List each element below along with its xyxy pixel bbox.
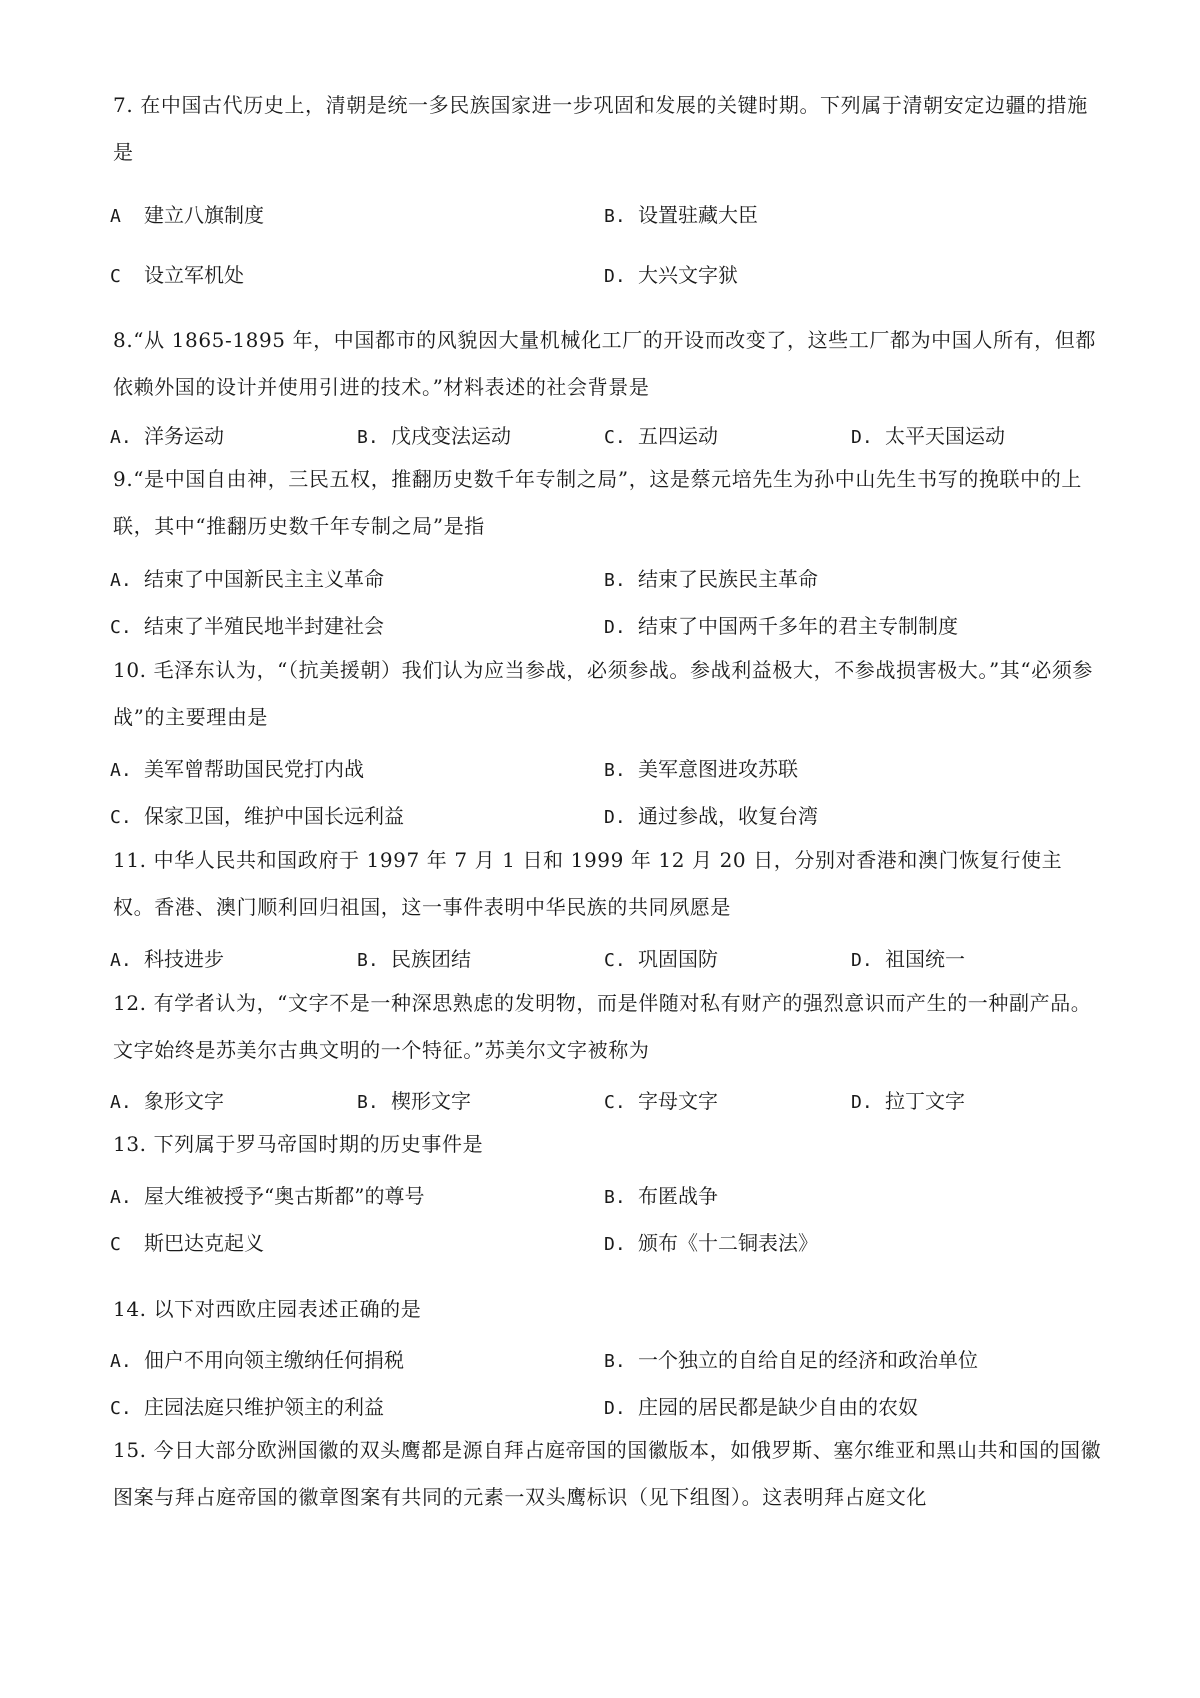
option-letter: A. [110,570,132,591]
option-letter: C. [110,617,132,638]
option-text: 庄园法庭只维护领主的利益 [144,1395,384,1419]
question-10-option-d[interactable] [604,800,818,829]
option-letter: B. [604,1187,626,1208]
question-9-option-a[interactable] [110,563,384,592]
option-letter: D. [604,1398,626,1419]
question-8-option-a[interactable] [110,420,224,449]
option-text: 象形文字 [144,1089,224,1113]
option-letter: B. [604,760,626,781]
option-text: 拉丁文字 [885,1089,965,1113]
option-text: 设置驻藏大臣 [638,203,758,227]
question-10-option-c[interactable] [110,800,404,829]
question-14-option-a[interactable] [110,1344,404,1373]
option-text: 布匿战争 [638,1184,718,1208]
option-letter: C. [110,807,132,828]
question-9-option-c[interactable] [110,610,384,639]
question-8-options-row [0,420,1200,450]
option-text: 佃户不用向领主缴纳任何捐税 [144,1348,404,1372]
option-letter: B. [357,427,379,448]
question-13-option-b[interactable] [604,1180,718,1209]
option-letter: A [110,206,121,227]
option-text: 屋大维被授予“奥古斯都”的尊号 [144,1184,425,1208]
question-14-option-b[interactable] [604,1344,978,1373]
option-letter: A. [110,760,132,781]
option-text: 太平天国运动 [885,424,1005,448]
question-13-stem: 13. 下列属于罗马帝国时期的历史事件是 [113,1132,484,1156]
option-text: 字母文字 [638,1089,718,1113]
question-12-stem: 12. 有学者认为，“文字不是一种深思熟虑的发明物，而是伴随对私有财产的强烈意识而产生的一种副产品。文字始终是苏美尔古典文明的一个特征。”苏美尔文字被称为 [113,991,1092,1062]
question-14-options-row-1 [0,1344,1200,1374]
option-letter: D. [604,617,626,638]
option-text: 结束了中国新民主主义革命 [144,567,384,591]
question-9-options-row-1 [0,563,1200,593]
option-letter: A. [110,1187,132,1208]
option-letter: A. [110,1351,132,1372]
question-13-option-a[interactable] [110,1180,424,1209]
option-text: 结束了半殖民地半封建社会 [144,614,384,638]
option-text: 大兴文字狱 [638,263,738,287]
option-letter: B. [604,1351,626,1372]
question-10-option-a[interactable] [110,753,364,782]
question-7-options-row-2 [0,259,1200,289]
option-text: 五四运动 [638,424,718,448]
option-text: 设立军机处 [144,263,244,287]
question-11-option-a[interactable] [110,943,224,972]
question-14-options-row-2 [0,1391,1200,1421]
option-letter: C [110,266,121,287]
question-11-option-c[interactable] [604,943,718,972]
question-13-options-row-1 [0,1180,1200,1210]
question-10-option-b[interactable] [604,753,798,782]
option-text: 楔形文字 [391,1089,471,1113]
option-text: 祖国统一 [885,947,965,971]
option-letter: B. [604,570,626,591]
option-letter: C. [604,427,626,448]
question-7-option-b[interactable] [604,199,758,228]
question-9-option-d[interactable] [604,610,958,639]
question-13-option-d[interactable] [604,1227,818,1256]
question-12-option-c[interactable] [604,1085,718,1114]
question-9-option-b[interactable] [604,563,818,592]
question-14-option-d[interactable] [604,1391,918,1420]
option-text: 美军意图进攻苏联 [638,757,798,781]
option-text: 结束了中国两千多年的君主专制制度 [638,614,958,638]
option-letter: C. [604,1092,626,1113]
question-7-options-row-1 [0,199,1200,229]
option-text: 庄园的居民都是缺少自由的农奴 [638,1395,918,1419]
question-13-options-row-2 [0,1227,1200,1257]
question-7-stem: 7. 在中国古代历史上，清朝是统一多民族国家进一步巩固和发展的关键时期。下列属于清朝安定边疆的措施是 [113,93,1088,164]
question-8-stem: 8.“从 1865-1895 年，中国都市的风貌因大量机械化工厂的开设而改变了，这些工厂都为中国人所有，但都依赖外国的设计并使用引进的技术。”材料表述的社会背景是 [113,328,1096,399]
question-11-options-row [0,943,1200,973]
option-text: 科技进步 [144,947,224,971]
option-letter: B. [357,1092,379,1113]
option-letter: D. [604,1234,626,1255]
question-11-option-d[interactable] [851,943,965,972]
option-letter: C [110,1234,121,1255]
option-text: 美军曾帮助国民党打内战 [144,757,364,781]
option-text: 一个独立的自给自足的经济和政治单位 [638,1348,978,1372]
option-letter: B. [604,206,626,227]
question-12-options-row [0,1085,1200,1115]
option-letter: D. [851,1092,873,1113]
option-letter: A. [110,1092,132,1113]
question-11-stem: 11. 中华人民共和国政府于 1997 年 7 月 1 日和 1999 年 12 月 20 日，分别对香港和澳门恢复行使主权。香港、澳门顺利回归祖国，这一事件表明中华民族的共同夙愿是 [113,848,1063,919]
option-text: 斯巴达克起义 [144,1231,264,1255]
option-text: 结束了民族民主革命 [638,567,818,591]
question-10-options-row-1 [0,753,1200,783]
question-8-option-c[interactable] [604,420,718,449]
option-letter: A. [110,427,132,448]
option-letter: D. [604,266,626,287]
option-text: 民族团结 [391,947,471,971]
option-letter: D. [604,807,626,828]
question-14-option-c[interactable] [110,1391,384,1420]
question-12-option-a[interactable] [110,1085,224,1114]
question-9-stem: 9.“是中国自由神，三民五权，推翻历史数千年专制之局”，这是蔡元培先生为孙中山先生书写的挽联中的上联，其中“推翻历史数千年专制之局”是指 [113,467,1082,538]
question-12-option-d[interactable] [851,1085,965,1114]
option-letter: B. [357,950,379,971]
option-text: 戊戌变法运动 [391,424,511,448]
option-text: 通过参战，收复台湾 [638,804,818,828]
option-text: 洋务运动 [144,424,224,448]
option-text: 巩固国防 [638,947,718,971]
option-letter: D. [851,427,873,448]
option-letter: D. [851,950,873,971]
question-15-stem: 15. 今日大部分欧洲国徽的双头鹰都是源自拜占庭帝国的国徽版本，如俄罗斯、塞尔维亚和黑山共和国的国徽图案与拜占庭帝国的徽章图案有共同的元素一双头鹰标识（见下组图）。这表明拜占庭文化 [113,1438,1102,1509]
question-11-option-b[interactable] [357,943,471,972]
question-14-stem: 14. 以下对西欧庄园表述正确的是 [113,1297,422,1321]
option-letter: C. [604,950,626,971]
question-13-option-c[interactable] [110,1227,264,1256]
option-letter: A. [110,950,132,971]
question-8-option-b[interactable] [357,420,511,449]
question-7-option-a[interactable] [110,199,264,228]
question-8-option-d[interactable] [851,420,1005,449]
option-letter: C. [110,1398,132,1419]
question-10-stem: 10. 毛泽东认为，“（抗美援朝）我们认为应当参战，必须参战。参战利益极大，不参战损害极大。”其“必须参战”的主要理由是 [113,658,1094,729]
question-7-option-d[interactable] [604,259,738,288]
option-text: 保家卫国，维护中国长远利益 [144,804,404,828]
question-7-option-c[interactable] [110,259,244,288]
option-text: 建立八旗制度 [144,203,264,227]
option-text: 颁布《十二铜表法》 [638,1231,818,1255]
question-10-options-row-2 [0,800,1200,830]
question-12-option-b[interactable] [357,1085,471,1114]
question-9-options-row-2 [0,610,1200,640]
